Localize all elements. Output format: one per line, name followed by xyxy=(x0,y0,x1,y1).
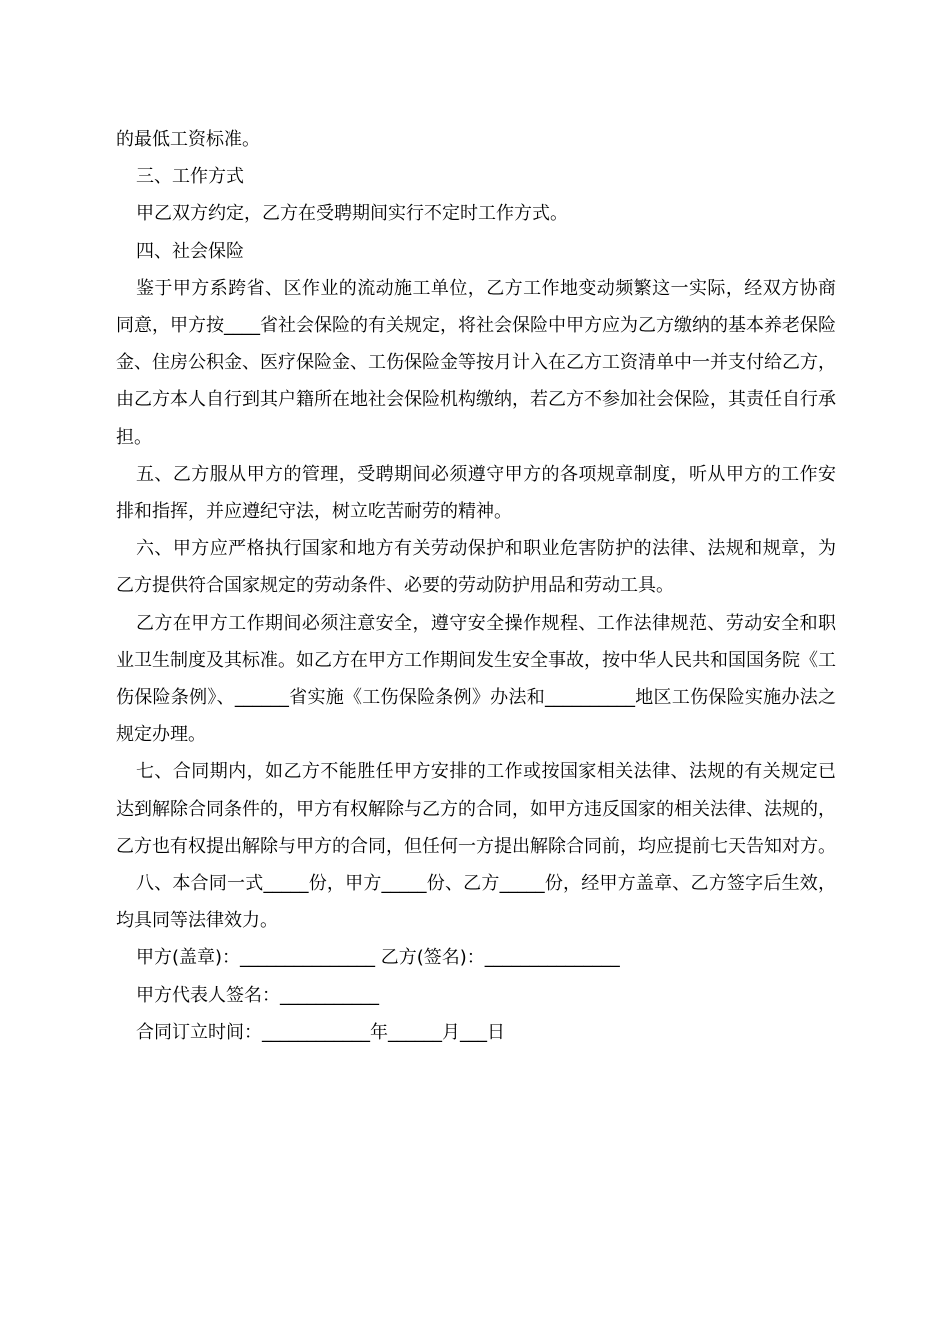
clause-seven-termination: 七、合同期内，如乙方不能胜任甲方安排的工作或按国家相关法律、法规的有关规定已达到解除合同条件的，甲方有权解除与乙方的合同，如甲方违反国家的相关法律、法规的，乙方也有权提出解除与甲方的合同，但任何一方提出解除合同前，均应提前七天告知对方。 xyxy=(116,761,836,857)
paragraph-social-insurance: 鉴于甲方系跨省、区作业的流动施工单位，乙方工作地变动频繁这一实际，经双方协商同意，甲方按____省社会保险的有关规定，将社会保险中甲方应为乙方缴纳的基本养老保险金、住房公积金、医疗保险金、工伤保险金等按月计入在乙方工资清单中一并支付给乙方，由乙方本人自行到其户籍所在地社会保险机构缴纳，若乙方不参加社会保险，其责任自行承担。 xyxy=(116,277,836,448)
paragraph-work-mode: 甲乙双方约定，乙方在受聘期间实行不定时工作方式。 xyxy=(136,203,568,225)
paragraph-safety-injury: 乙方在甲方工作期间必须注意安全，遵守安全操作规程、工作法律规范、劳动安全和职业卫生制度及其标准。如乙方在甲方工作期间发生安全事故，按中华人民共和国国务院《工伤保险条例》、______省实施《工伤保险条例》办法和__________地区工伤保险实施办法之规定办理。 xyxy=(116,612,836,746)
heading-social-insurance: 四、社会保险 xyxy=(136,240,244,262)
heading-work-mode: 三、工作方式 xyxy=(136,166,244,188)
signature-line-representative: 甲方代表人签名：___________ xyxy=(136,984,379,1006)
signature-line-parties: 甲方(盖章)：_______________ 乙方(签名)：_______________ xyxy=(136,947,620,969)
clause-six-labor-protection: 六、甲方应严格执行国家和地方有关劳动保护和职业危害防护的法律、法规和规章，为乙方提供符合国家规定的劳动条件、必要的劳动防护用品和劳动工具。 xyxy=(116,538,836,597)
signature-line-date: 合同订立时间：____________年______月___日 xyxy=(136,1021,505,1043)
clause-eight-copies: 八、本合同一式_____份，甲方_____份、乙方_____份，经甲方盖章、乙方签字后生效，均具同等法律效力。 xyxy=(116,873,836,932)
paragraph-wage-standard-end: 的最低工资标准。 xyxy=(116,129,260,150)
document-page xyxy=(116,121,836,1051)
clause-five-management: 五、乙方服从甲方的管理，受聘期间必须遵守甲方的各项规章制度，听从甲方的工作安排和指挥，并应遵纪守法，树立吃苦耐劳的精神。 xyxy=(116,463,836,523)
